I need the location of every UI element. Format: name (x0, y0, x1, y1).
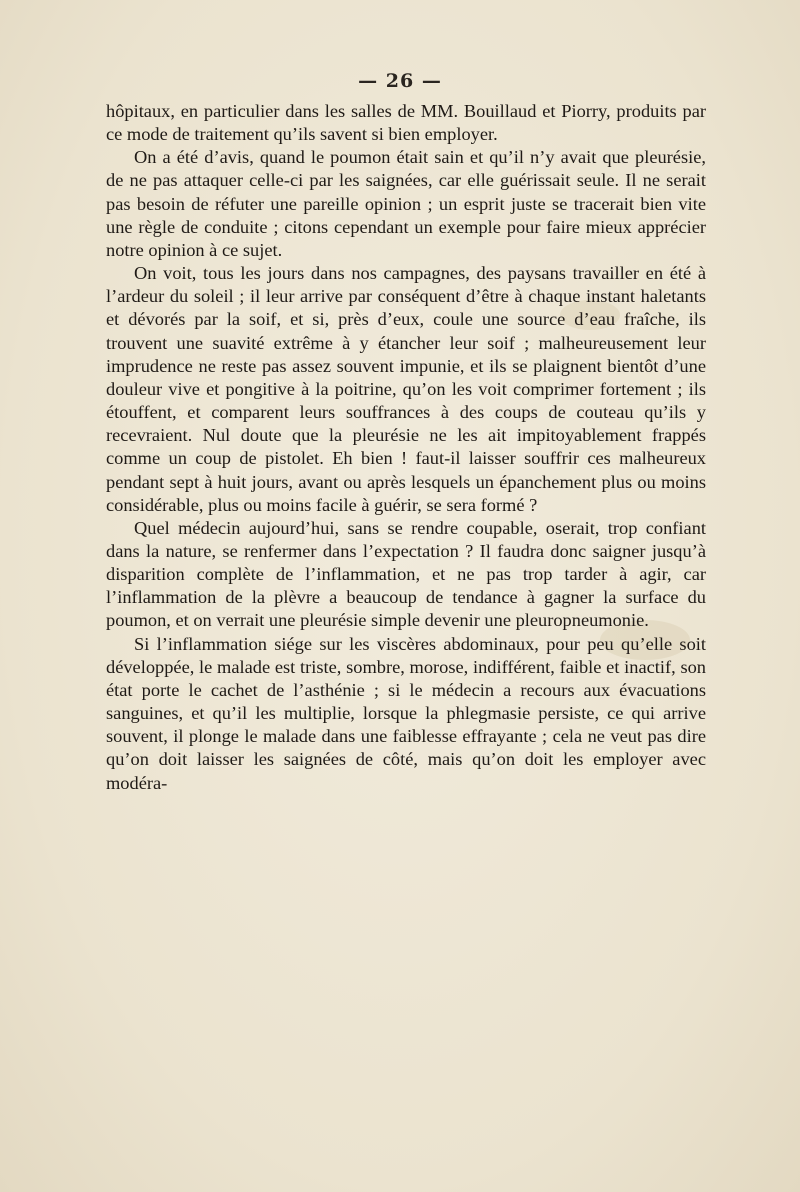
body-text (106, 100, 706, 795)
paragraph: On voit, tous les jours dans nos campagnes, des paysans travailler en été à l’ardeur du soleil ; il leur arrive par conséquent d’être à chaque instant haletants et dévorés par la soif, et si, près d’eux, coule une source d’eau fraîche, ils trouvent une suavité extrême à y étancher leur soif ; malheureusement leur imprudence ne reste pas assez souvent impunie, et ils se plaignent bientôt d’une douleur vive et pongitive à la poitrine, qu’on les voit comprimer fortement ; ils étouffent, et comparent leurs souffrances à des coups de couteau qu’ils y recevraient. Nul doute que la pleurésie ne les ait impitoyablement frappés comme un coup de pistolet. Eh bien ! faut-il laisser souffrir ces malheureux pendant sept à huit jours, avant ou après lesquels un épanchement plus ou moins considérable, plus ou moins facile à guérir, se sera formé ? (106, 263, 706, 515)
paragraph: Si l’inflammation siége sur les viscères abdominaux, pour peu qu’elle soit développée, le malade est triste, sombre, morose, indifférent, faible et inactif, son état porte le cachet de l’asthénie ; si le médecin a recours aux évacuations sanguines, et qu’il les multiplie, lorsque la phlegmasie persiste, ce qui arrive souvent, il plonge le malade dans une faiblesse effrayante ; cela ne veut pas dire qu’on doit laisser les saignées de côté, mais qu’on doit les employer avec modéra- (106, 633, 706, 793)
paragraph: Quel médecin aujourd’hui, sans se rendre coupable, oserait, trop confiant dans la nature, se renfermer dans l’expectation ? Il faudra donc saigner jusqu’à disparition complète de l’inflammation, et ne pas trop tarder à agir, car l’inflammation de la plèvre a beaucoup de tendance à gagner la surface du poumon, et on verrait une pleurésie simple devenir une pleuropneumonie. (106, 517, 706, 631)
page-number: — 26 — (358, 70, 442, 92)
paragraph: On a été d’avis, quand le poumon était sain et qu’il n’y avait que pleurésie, de ne pas attaquer celle-ci par les saignées, car elle guérissait seule. Il ne serait pas besoin de réfuter une pareille opinion ; un esprit juste se tracerait bien vite une règle de conduite ; citons cependant un exemple pour faire mieux apprécier notre opinion à ce sujet. (106, 147, 706, 260)
paragraph: hôpitaux, en particulier dans les salles de MM. Bouillaud et Piorry, produits par ce mode de traitement qu’ils savent si bien employer. (106, 101, 706, 145)
